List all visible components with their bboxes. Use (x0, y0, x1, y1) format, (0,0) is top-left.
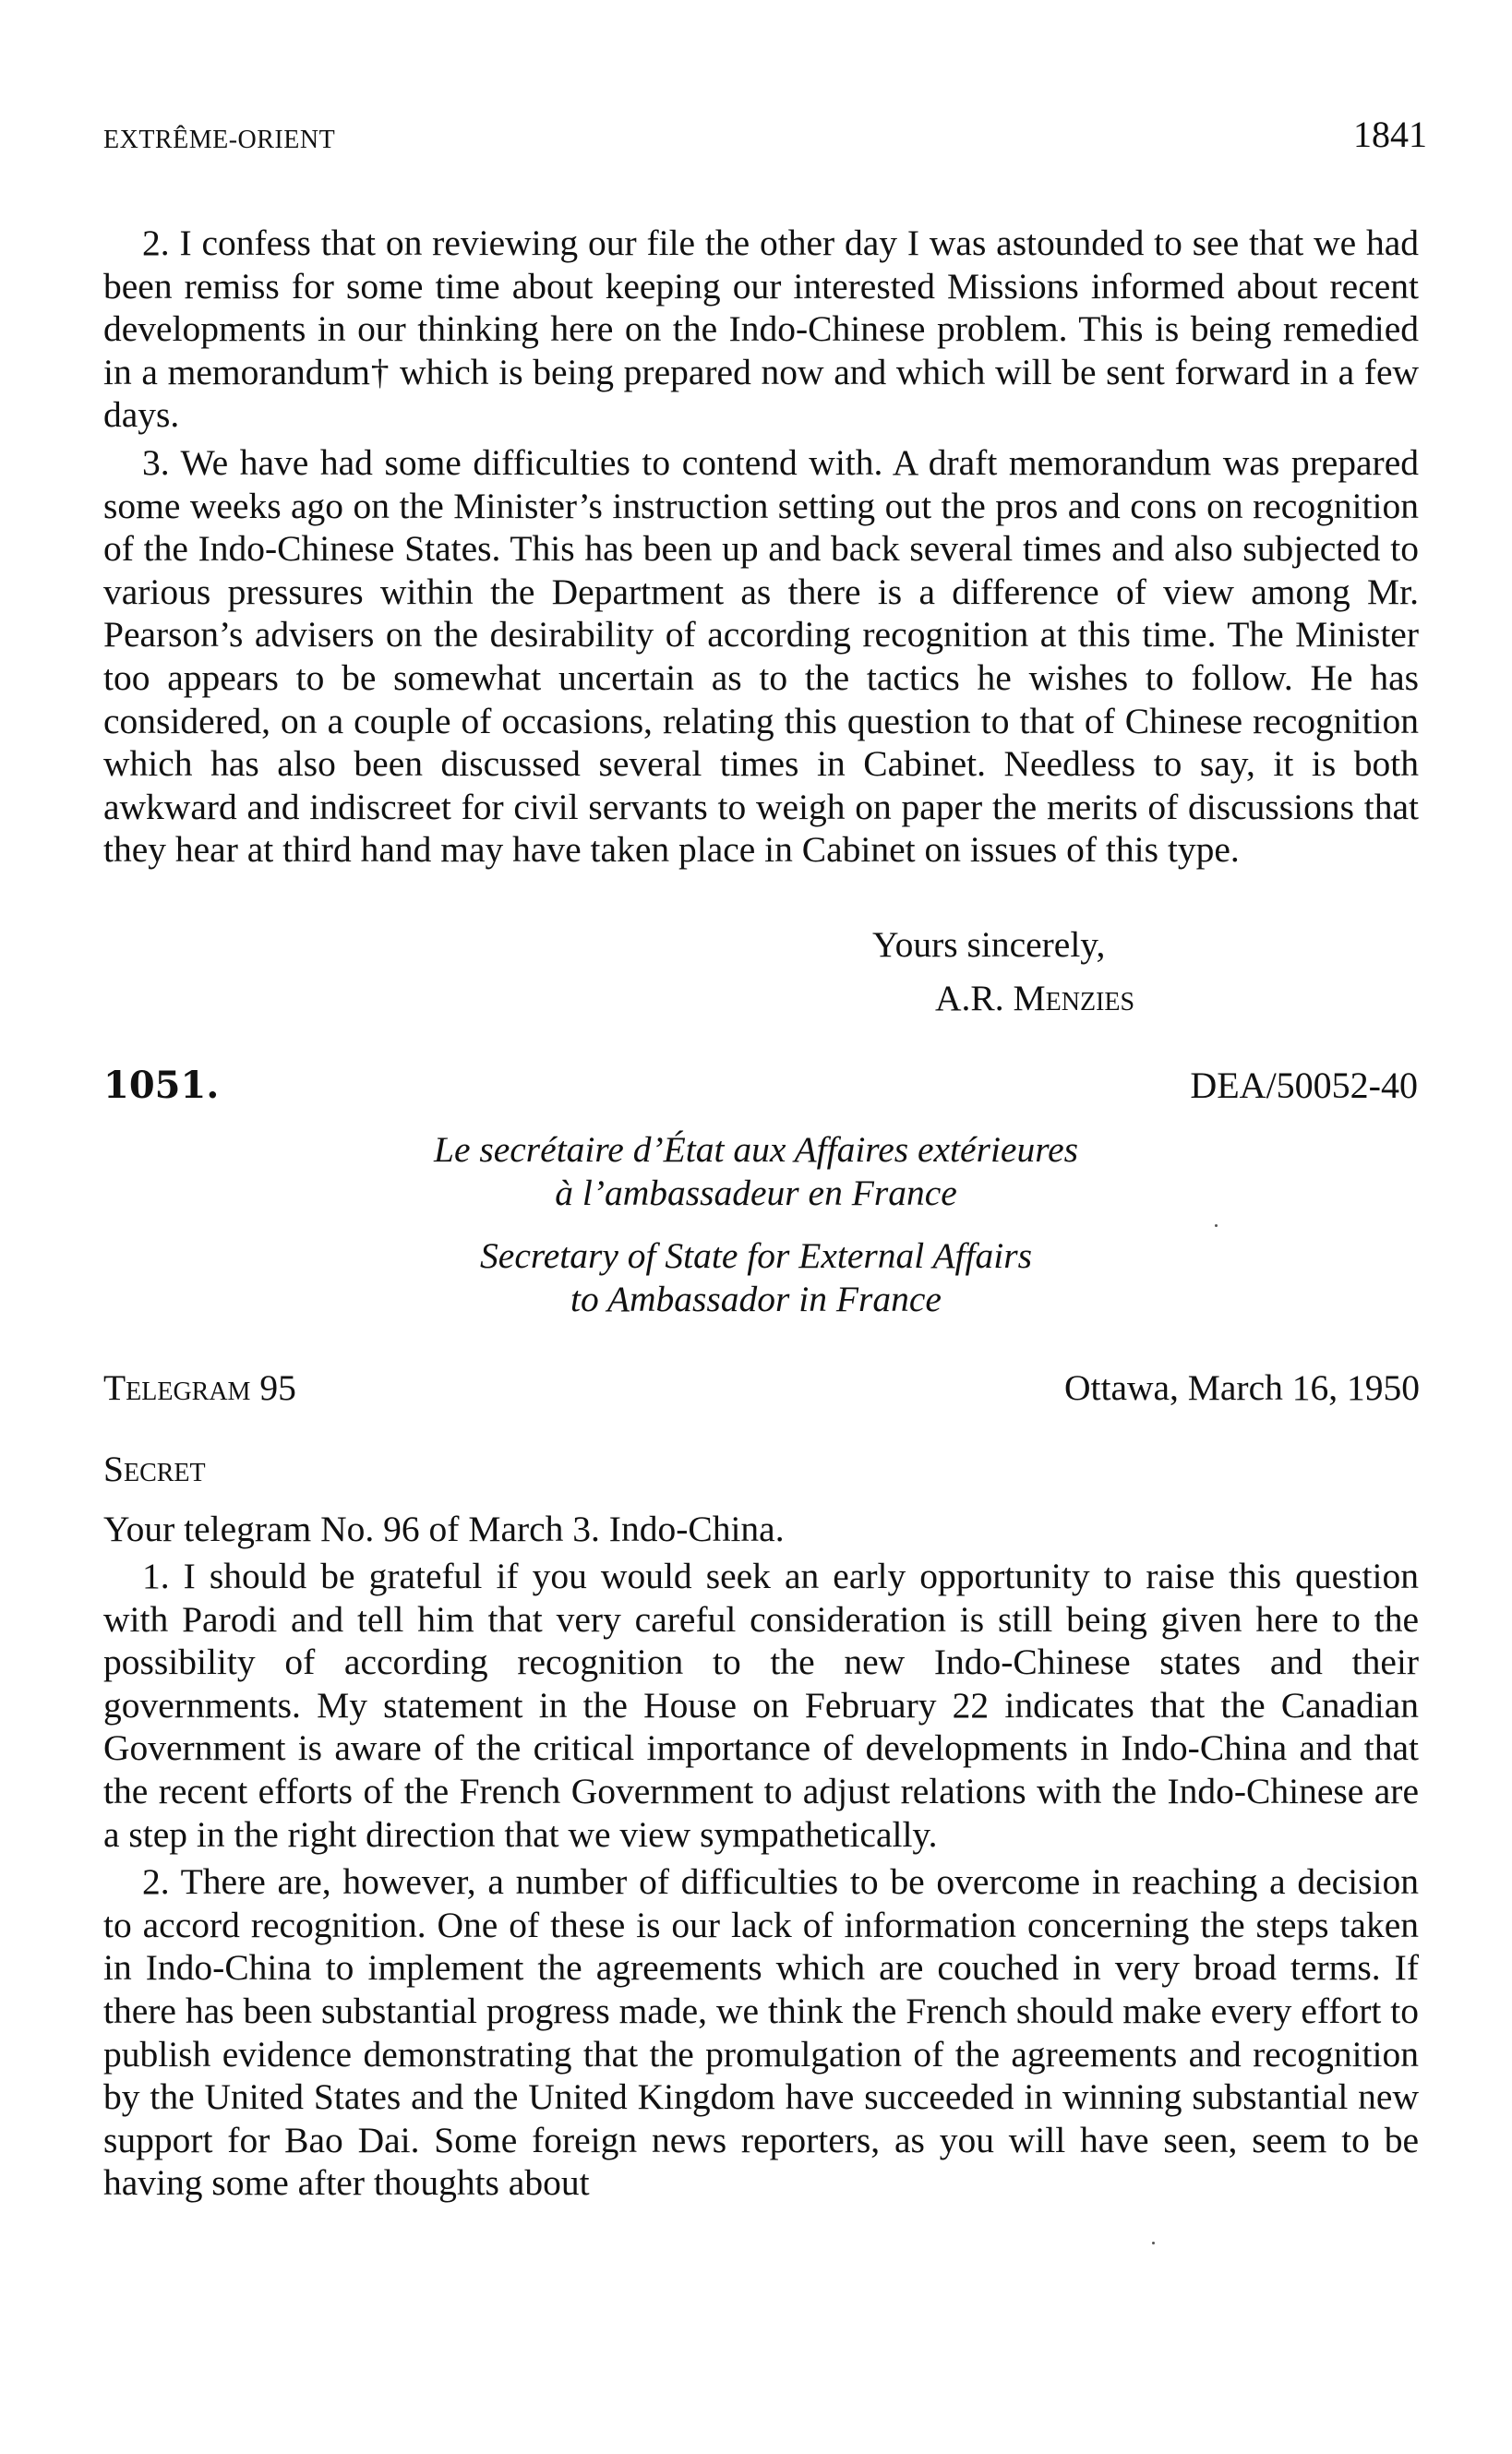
telegram-number: Telegram 95 (103, 1367, 296, 1408)
heading-english (185, 1234, 1327, 1321)
heading-english-line-2: to Ambassador in France (570, 1279, 942, 1319)
document-number: 1051. (103, 1064, 220, 1107)
letter-paragraph-2: 2. I confess that on reviewing our file the other day I was astounded to see that we had been remiss for some time about keeping our interested Missions informed about recent developments in our thinking here on the Indo-Chinese problem. This is being remedied in a memorandum† which is being prepared now and which will be sent forward in a few days. (103, 223, 1419, 436)
letter-paragraph-3: 3. We have had some difficulties to contend with. A draft memorandum was prepared some weeks ago on the Minister’s instruction setting out the pros and cons on recognition of the Indo-Chinese States. This has been up and back several times and also subjected to various pressures within the Department as there is a difference of view among Mr. Pearson’s advisers on the desirability of according recognition at this time. The Minister too appears to be somewhat uncertain as to the tactics he wishes to follow. He has considered, on a couple of occasions, relating this question to that of Chinese recognition which has also been discussed several times in Cabinet. Needless to say, it is both awkward and indiscreet for civil servants to weigh on paper the merits of discussions that they hear at third hand may have taken place in Cabinet on issues of this type. (103, 441, 1419, 871)
heading-english-line-1: Secretary of State for External Affairs (480, 1235, 1032, 1276)
closing-signer: A.R. Menzies (935, 978, 1135, 1018)
security-classification: Secret (103, 1449, 206, 1489)
telegram-body (103, 1555, 1419, 2209)
heading-french-line-2: à l’ambassadeur en France (555, 1173, 957, 1213)
dateline: Ottawa, March 16, 1950 (1063, 1367, 1420, 1408)
page-number: 1841 (1353, 114, 1427, 155)
scan-speck (1152, 2242, 1155, 2244)
scan-speck (1215, 1224, 1218, 1227)
reference-line: Your telegram No. 96 of March 3. Indo-China. (103, 1509, 785, 1549)
telegram-paragraph-2: 2. There are, however, a number of difficulties to be overcome in reaching a decision to accord recognition. One of these is our lack of information concerning the steps taken in Indo-China to implement the agreements which are couched in very broad terms. If there has been substantial progress made, we think the French should make every effort to publish evidence demonstrating that the promulgation of the agreements and recognition by the United States and the United Kingdom have succeeded in winning substantial new support for Bao Dai. Some foreign news reporters, as you will have seen, seem to be having some after thoughts about (103, 1861, 1419, 2204)
heading-french-line-1: Le secrétaire d’État aux Affaires extérieures (433, 1129, 1079, 1170)
heading-french (185, 1128, 1327, 1215)
telegram-paragraph-1: 1. I should be grateful if you would seek an early opportunity to raise this question with Parodi and tell him that very careful consideration is still being given here to the possibility of according recognition to the new Indo-Chinese states and their governments. My statement in the House on February 22 indicates that the Canadian Government is aware of the critical importance of developments in Indo-China and that the recent efforts of the French Government to adjust relations with the Indo-Chinese are a step in the right direction that we view sympathetically. (103, 1556, 1419, 1855)
file-reference: DEA/50052-40 (1190, 1065, 1418, 1106)
closing-salutation: Yours sincerely, (872, 924, 1106, 965)
running-head (103, 113, 1427, 159)
letter-body (103, 222, 1419, 876)
section-title: EXTRÊME-ORIENT (103, 126, 336, 154)
